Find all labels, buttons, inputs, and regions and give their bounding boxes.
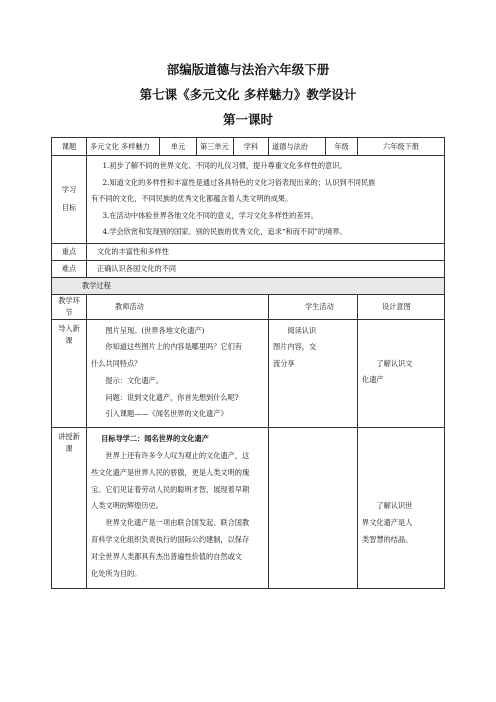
objectives-label: 学习 目标 <box>52 156 87 244</box>
difficult-point-value: 正确认识各国文化的不同 <box>87 260 445 277</box>
difficult-point-row <box>52 260 445 277</box>
student-activity-intro: 阅读认识 图片内容，交 流分享 <box>269 319 358 428</box>
lecture-heading: 目标导学二：闻名世界的文化遗产 <box>101 434 209 444</box>
unit-value: 第三单元 <box>197 138 234 156</box>
objective-item: 3.在活动中体验世界各地文化不同的意义，学习文化多样性的差异。 <box>102 210 318 220</box>
header-student: 学生活动 <box>269 294 358 319</box>
header-teacher: 教师活动 <box>87 294 269 319</box>
teacher-activity-lecture: 目标导学二：闻名世界的文化遗产 世界上还有许多令人叹为观止的文化遗产，这 些文化遗产是世界人民的骄傲，更是人类文明的瑰 宝。它们见证着劳动人民的聪明才智，展现着早期 人类文明的辉煌历史。 世界文化遗产是一项由联合国发起、联合国教 育科学文化组织负责执行的国际公约建制，以保存 对全世界人类都具有杰出普遍性价值的自然或文 化处所为目的。 <box>87 428 269 589</box>
document-title: 部编版道德与法治六年级下册 <box>166 62 330 77</box>
process-header-row <box>52 294 445 319</box>
key-point-label: 重点 <box>52 243 87 260</box>
process-title-row <box>52 277 445 294</box>
key-point-value: 文化的丰富性和多样性 <box>87 243 445 260</box>
objective-item: 有不同的文化，不同民族的优秀文化都蕴含着人类文明的成果。 <box>91 194 293 203</box>
key-point-row <box>52 243 445 260</box>
process-row-intro <box>52 319 445 428</box>
info-row <box>52 138 445 156</box>
teacher-activity-intro: 图片呈现。(世界各地文化遗产) 你知道这些图片上的内容是哪里吗？它们有 什么共同特点？ 提示：文化遗产。 问题：说到文化遗产，你首先想到什么呢? 引入课题——《闻名世界的文化遗产》 <box>87 319 269 428</box>
header-intent: 设计意图 <box>358 294 445 319</box>
subject-value: 道德与法治 <box>269 138 326 156</box>
title-block <box>0 62 496 128</box>
course-value: 多元文化 多样魅力 <box>87 138 160 156</box>
difficult-point-label: 难点 <box>52 260 87 277</box>
student-activity-lecture <box>269 428 358 589</box>
unit-label: 单元 <box>160 138 197 156</box>
stage-intro: 导入新课 <box>52 319 87 428</box>
objectives-list <box>87 156 445 244</box>
period-title: 第一课时 <box>222 112 273 127</box>
grade-label: 年级 <box>326 138 358 156</box>
objectives-row <box>52 156 445 244</box>
lesson-plan-table <box>51 137 445 589</box>
objective-item: 2.知道文化的多样性和丰富性是通过各具特色的文化习俗表现出来的；认识到不同民族 <box>102 177 376 187</box>
lesson-title: 第七课《多元文化 多样魅力》教学设计 <box>139 87 357 102</box>
grade-value: 六年级下册 <box>358 138 445 156</box>
process-row-lecture <box>52 428 445 589</box>
objective-item: 4.学会欣赏和发现别的国家、别的民族的优秀文化，追求“和而不同”的境界。 <box>102 227 347 236</box>
objective-item: 1.初步了解不同的世界文化、不同的礼仪习惯，提升尊重文化多样性的意识。 <box>102 161 347 170</box>
header-stage: 教学环节 <box>52 294 87 319</box>
subject-label: 学科 <box>234 138 269 156</box>
intent-intro: 了解认识文 化遗产 <box>358 319 445 428</box>
process-title: 教学过程 <box>52 277 445 294</box>
intent-lecture: 了解认识世 界文化遗产是人 类智慧的结晶。 <box>358 428 445 589</box>
course-label: 课题 <box>52 138 87 156</box>
stage-lecture: 讲授新课 <box>52 428 87 589</box>
